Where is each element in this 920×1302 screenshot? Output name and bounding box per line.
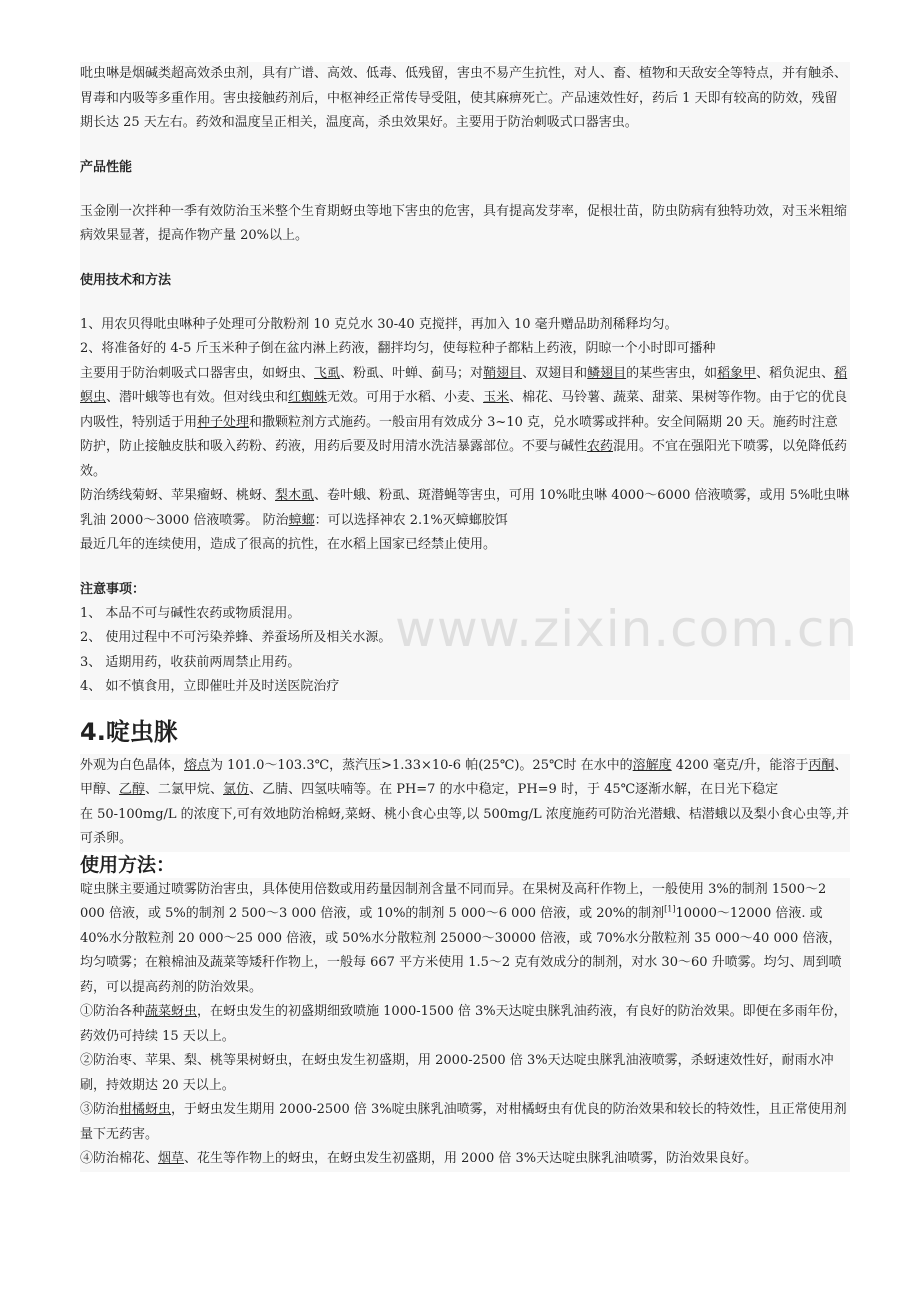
text-run: 为 101.0～103.3℃，蒸汽压>1.33×10-6 帕(25℃)。25℃时 在水中的 (210, 757, 633, 773)
text-run: 的某些害虫，如 (626, 365, 718, 381)
section-4-description (80, 754, 850, 803)
text-run: 4200 毫克/升，能溶于 (671, 757, 809, 773)
link-limushi[interactable]: 梨木虱 (275, 488, 315, 503)
text-run: 、双翅目和 (522, 365, 588, 381)
usage-heading: 使用技术和方法 (80, 272, 172, 288)
shaded-block-1 (80, 62, 850, 700)
text-run: ，在蚜虫发生的初盛期细致喷施 1000-1500 倍 3%天达啶虫脒乳油药液，有良好的防治效果。即便在多雨年份，药效仍可持续 15 天以上。 (80, 1004, 847, 1044)
text-run: 啶虫脒主要通过喷雾防治害虫，具体使用倍数或用药量因制剂含量不同而异。在果树及高秆作物上，一般使用 3%的制剂 1500～2 000 倍液，或 5%的制剂 2 500～3 000 倍液，或 10%的制剂 5 000～6 000 倍液，或 20%的制剂 (80, 881, 827, 921)
link-rongjiedu[interactable]: 溶解度 (632, 757, 672, 773)
text-run: 、乙腈、四氢呋喃等。在 PH=7 的水中稳定，PH=9 时，于 45℃逐渐水解，在日光下稳定 (249, 782, 779, 797)
link-ganjuyachong[interactable]: 柑橘蚜虫 (119, 1102, 172, 1117)
watermark: www.zixin.com.cn (395, 600, 859, 658)
link-shucaiyachong[interactable]: 蔬菜蚜虫 (145, 1004, 198, 1019)
method-item-3 (80, 1098, 850, 1147)
link-zhongzichuli[interactable]: 种子处理 (197, 414, 250, 430)
text-run: 、甲醇、 (80, 757, 848, 797)
text-run: 、卷叶蛾、粉虱、斑潜蝇等害虫，可用 10%吡虫啉 4000～6000 倍液喷雾，或用 5%吡虫啉乳油 2000～3000 倍液喷雾。 防治 (80, 488, 850, 528)
link-nongyao[interactable]: 农药 (587, 439, 614, 454)
text-run: 、潜叶蛾等也有效。但对线虫和 (106, 390, 289, 405)
method-paragraph (80, 878, 850, 1001)
text-run: ③防治 (80, 1102, 120, 1117)
performance-paragraph: 玉金刚一次拌种一季有效防治玉米整个生育期蚜虫等地下害虫的危害，具有提高发芽率，促根壮苗，防虫防病有独特功效，对玉米粗缩病效果显著，提高作物产量 20%以上。 (80, 203, 848, 243)
text-run: 防治绣线菊蚜、苹果瘤蚜、桃蚜、 (80, 488, 276, 503)
text-run: 10000～12000 倍液. 或 40%水分散粒剂 20 000～25 000 倍液，或 50%水分散粒剂 25000～30000 倍液，或 70%水分散粒剂 35 000～40 000 倍液，均匀喷雾；在粮棉油及蔬菜等矮秆作物上，一般每 667 平方米使用 1.5～2 克有效成分的制剂，对水 30～60 升喷雾。均匀、周到喷药，可以提高药剂的防治效果。 (80, 906, 842, 995)
text-run: 、棉花、马铃薯、蔬菜、甜菜、果树等作物。由于它的优良内吸性，特别适于用 (80, 390, 848, 430)
link-feishi[interactable]: 飞虱 (314, 365, 341, 381)
citation-1[interactable]: [1] (664, 904, 676, 914)
link-lvfang[interactable]: 氯仿 (223, 782, 250, 797)
note-item: 4、 如不慎食用，立即催吐并及时送医院治疗 (80, 679, 340, 694)
text-run: 、稻负泥虫、 (756, 365, 835, 381)
text-run: 无效。可用于水稻、小麦、 (327, 390, 484, 405)
link-qiaochimu[interactable]: 鞘翅目 (483, 365, 523, 381)
intro-paragraph: 吡虫啉是烟碱类超高效杀虫剂，具有广谱、高效、低毒、低残留，害虫不易产生抗性，对人、畜、植物和天敌安全等特点，并有触杀、胃毒和内吸等多重作用。害虫接触药剂后，中枢神经正常传导受阻，使其麻痹死亡。产品速效性好，药后 1 天即有较高的防效，残留期长达 25 天左右。药效和温度呈正相关，温度高，杀虫效果好。主要用于防治刺吸式口器害虫。 (80, 66, 848, 130)
link-hongzhizhu[interactable]: 红蜘蛛 (288, 390, 328, 405)
method-item-2: ②防治枣、苹果、梨、桃等果树蚜虫，在蚜虫发生初盛期，用 2000-2500 倍 3%天达啶虫脒乳油液喷雾，杀蚜速效性好，耐雨水冲刷，持效期达 20 天以上。 (80, 1053, 834, 1093)
usage-step-2: 2、将准备好的 4-5 斤玉米种子倒在盆内淋上药液，翻拌均匀，使每粒种子都粘上药液，阴晾一个小时即可播种 (80, 341, 716, 356)
shaded-block-2 (80, 754, 850, 852)
note-item: 1、 本品不可与碱性农药或物质混用。 (80, 605, 301, 621)
link-bingtong[interactable]: 丙酮 (808, 757, 835, 773)
text-run: ④防治棉花、 (80, 1151, 159, 1166)
text-run: ，于蚜虫发生期用 2000-2500 倍 3%啶虫脒乳油喷雾，对柑橘蚜虫有优良的防治效果和较长的特效性，且正常使用剂量下无药害。 (80, 1102, 847, 1142)
note-item: 3、 适期用药，收获前两周禁止用药。 (80, 654, 301, 670)
text-run: 外观为白色晶体， (80, 757, 185, 773)
link-daomingchong[interactable]: 稻螟虫 (80, 365, 848, 405)
document-body (80, 62, 850, 1172)
link-rongdian[interactable]: 熔点 (184, 757, 211, 773)
text-run: ①防治各种 (80, 1004, 146, 1019)
text-run: ：可以选择神农 2.1%灭蟑螂胶饵 (314, 512, 508, 528)
link-yumi[interactable]: 玉米 (483, 390, 510, 405)
shaded-block-3 (80, 878, 850, 1172)
usage-paragraph-4 (80, 484, 850, 533)
usage-step-1: 1、用农贝得吡虫啉种子处理可分散粉剂 10 克兑水 30-40 克搅拌，再加入 10 毫升赠品助剂稀释均匀。 (80, 316, 678, 332)
method-item-4 (80, 1147, 850, 1172)
section-4-description-2: 在 50-100mg/L 的浓度下,可有效地防治棉蚜,菜蚜、桃小食心虫等,以 500mg/L 浓度施药可防治光潜蛾、桔潜蛾以及梨小食心虫等,并可杀卵。 (80, 806, 849, 846)
usage-paragraph-3 (80, 362, 850, 485)
text-run: 混用。不宜在强阳光下喷雾，以免降低药效。 (80, 439, 848, 479)
link-zhanglang[interactable]: 蟑螂 (288, 512, 315, 528)
link-yichun[interactable]: 乙醇 (119, 782, 146, 797)
method-heading: 使用方法： (80, 853, 176, 876)
text-run: 和撒颗粒剂方式施药。一般亩用有效成分 3~10 克，兑水喷雾或拌种。安全间隔期 20 天。施药时注意防护，防止接触皮肤和吸入药粉、药液，用药后要及时用清水洗洁暴露部位。不要与碱性 (80, 414, 838, 454)
link-yancao[interactable]: 烟草 (158, 1151, 185, 1166)
performance-heading: 产品性能 (80, 159, 133, 175)
text-run: 、二氯甲烷、 (145, 782, 224, 797)
usage-paragraph-5: 最近几年的连续使用，造成了很高的抗性，在水稻上国家已经禁止使用。 (80, 537, 497, 552)
notes-heading: 注意事项： (80, 581, 146, 597)
text-run: 主要用于防治刺吸式口器害虫，如蚜虫、 (80, 365, 315, 381)
link-daoxiangjia[interactable]: 稻象甲 (717, 365, 757, 381)
text-run: 、花生等作物上的蚜虫，在蚜虫发生初盛期，用 2000 倍 3%天达啶虫脒乳油喷雾，防治效果良好。 (184, 1151, 758, 1166)
link-linchimu[interactable]: 鳞翅目 (587, 365, 627, 381)
note-item: 2、 使用过程中不可污染养蜂、养蚕场所及相关水源。 (80, 630, 392, 645)
text-run: 、粉虱、叶蝉、蓟马；对 (340, 365, 484, 381)
section-4-heading: 4.啶虫脒 (80, 717, 178, 746)
method-item-1 (80, 1000, 850, 1049)
